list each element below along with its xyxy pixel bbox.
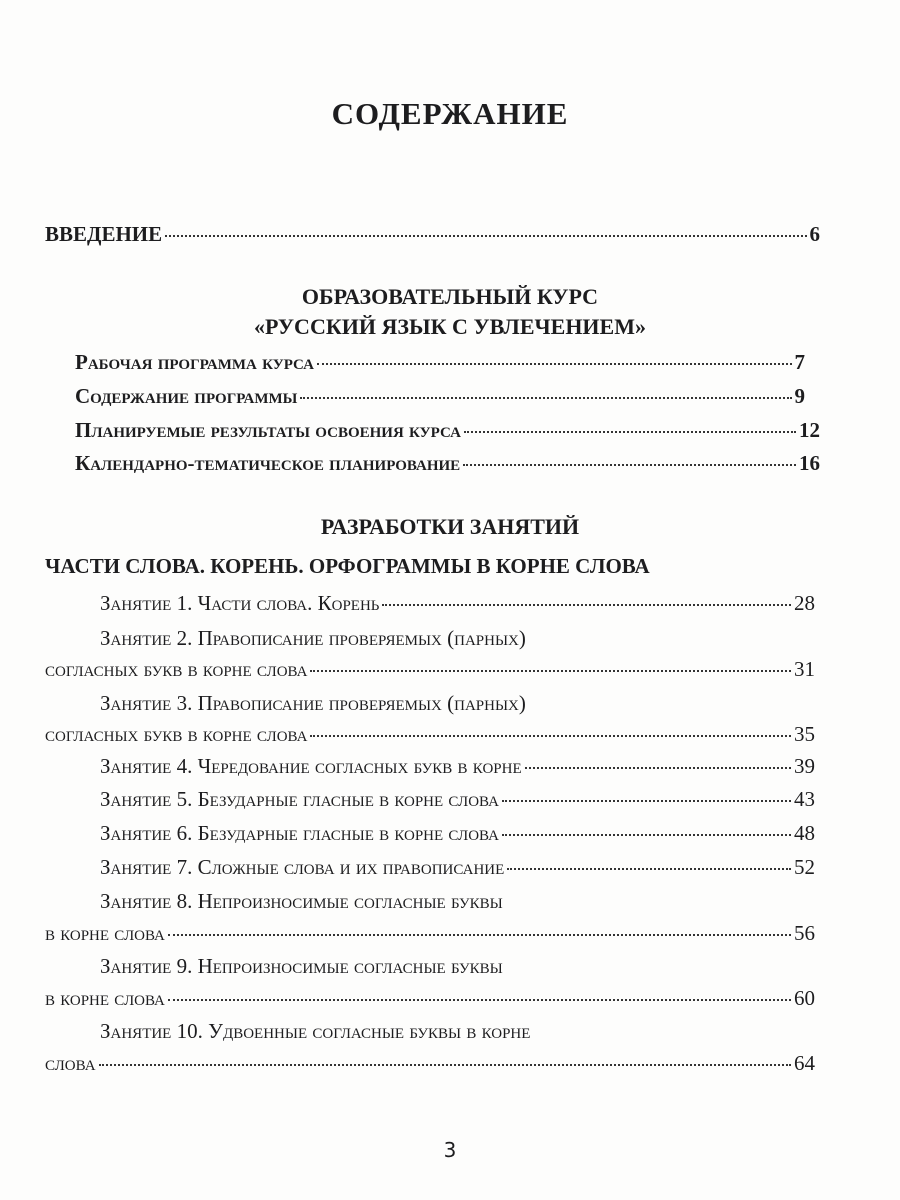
entry-label: Календарно-тематическое планирование <box>75 451 461 475</box>
entry-label: ВВЕДЕНИЕ <box>45 222 163 246</box>
chapter-heading: ЧАСТИ СЛОВА. КОРЕНЬ. ОРФОГРАММЫ В КОРНЕ СЛОВА <box>45 554 650 578</box>
dot-leader <box>502 834 791 836</box>
entry-page: 64 <box>794 1051 815 1075</box>
entry-page: 60 <box>794 986 815 1010</box>
page-number: 3 <box>443 1138 457 1162</box>
toc-entry-lesson[interactable] <box>100 754 815 779</box>
entry-label-line1: Занятие 3. Правописание проверяемых (парных) <box>100 691 526 715</box>
toc-entry[interactable] <box>75 350 805 375</box>
entry-label: Занятие 7. Сложные слова и их правописание <box>100 855 505 879</box>
toc-entry-lesson[interactable] <box>100 787 815 812</box>
entry-label: Занятие 4. Чередование согласных букв в корне <box>100 754 522 778</box>
dot-leader <box>165 235 806 237</box>
section-heading: РАЗРАБОТКИ ЗАНЯТИЙ <box>320 514 580 539</box>
entry-page: 43 <box>794 787 815 811</box>
entry-page: 16 <box>799 451 820 475</box>
entry-label: Занятие 5. Безударные гласные в корне слова <box>100 787 499 811</box>
entry-page: 48 <box>794 821 815 845</box>
entry-page: 31 <box>794 657 815 681</box>
entry-page: 6 <box>809 222 820 246</box>
dot-leader <box>168 934 791 936</box>
toc-entry[interactable] <box>75 451 820 476</box>
section-heading: ОБРАЗОВАТЕЛЬНЫЙ КУРС <box>301 284 599 309</box>
dot-leader <box>317 363 792 365</box>
entry-label-line1: Занятие 9. Непроизносимые согласные буквы <box>100 954 503 978</box>
dot-leader <box>507 868 791 870</box>
dot-leader <box>310 670 791 672</box>
toc-entry-intro[interactable] <box>45 222 820 247</box>
dot-leader <box>463 464 796 466</box>
entry-page: 9 <box>794 384 805 408</box>
entry-label: Занятие 6. Безударные гласные в корне слова <box>100 821 499 845</box>
toc-entry[interactable] <box>75 384 805 409</box>
toc-entry-lesson[interactable] <box>100 591 815 616</box>
entry-label: в корне слова <box>45 921 165 945</box>
entry-label-line1: Занятие 10. Удвоенные согласные буквы в корне <box>100 1019 531 1043</box>
entry-label: Рабочая программа курса <box>75 350 314 374</box>
toc-entry[interactable] <box>75 418 820 443</box>
entry-page: 56 <box>794 921 815 945</box>
dot-leader <box>168 999 791 1001</box>
entry-label: Содержание программы <box>75 384 298 408</box>
entry-label-line1: Занятие 8. Непроизносимые согласные буквы <box>100 889 503 913</box>
entry-label: Планируемые результаты освоения курса <box>75 418 461 442</box>
entry-page: 35 <box>794 722 815 746</box>
toc-entry-lesson[interactable] <box>45 921 815 946</box>
toc-entry-lesson[interactable] <box>45 986 815 1011</box>
entry-label: согласных букв в корне слова <box>45 722 308 746</box>
entry-page: 39 <box>794 754 815 778</box>
dot-leader <box>300 397 791 399</box>
entry-label: слова <box>45 1051 96 1075</box>
toc-entry-lesson[interactable] <box>45 1051 815 1076</box>
dot-leader <box>382 604 791 606</box>
entry-page: 12 <box>799 418 820 442</box>
entry-label: согласных букв в корне слова <box>45 657 308 681</box>
dot-leader <box>99 1064 791 1066</box>
dot-leader <box>502 800 791 802</box>
entry-label: Занятие 1. Части слова. Корень <box>100 591 380 615</box>
dot-leader <box>464 431 796 433</box>
toc-entry-lesson[interactable] <box>45 657 815 682</box>
toc-entry-lesson[interactable] <box>100 855 815 880</box>
entry-page: 7 <box>794 350 805 374</box>
entry-page: 28 <box>794 591 815 615</box>
entry-label-line1: Занятие 2. Правописание проверяемых (парных) <box>100 626 526 650</box>
toc-entry-lesson[interactable] <box>100 821 815 846</box>
toc-entry-lesson[interactable] <box>45 722 815 747</box>
page-title: СОДЕРЖАНИЕ <box>331 96 569 131</box>
entry-label: в корне слова <box>45 986 165 1010</box>
dot-leader <box>525 767 791 769</box>
dot-leader <box>310 735 791 737</box>
entry-page: 52 <box>794 855 815 879</box>
section-heading: «РУССКИЙ ЯЗЫК С УВЛЕЧЕНИЕМ» <box>254 314 646 339</box>
